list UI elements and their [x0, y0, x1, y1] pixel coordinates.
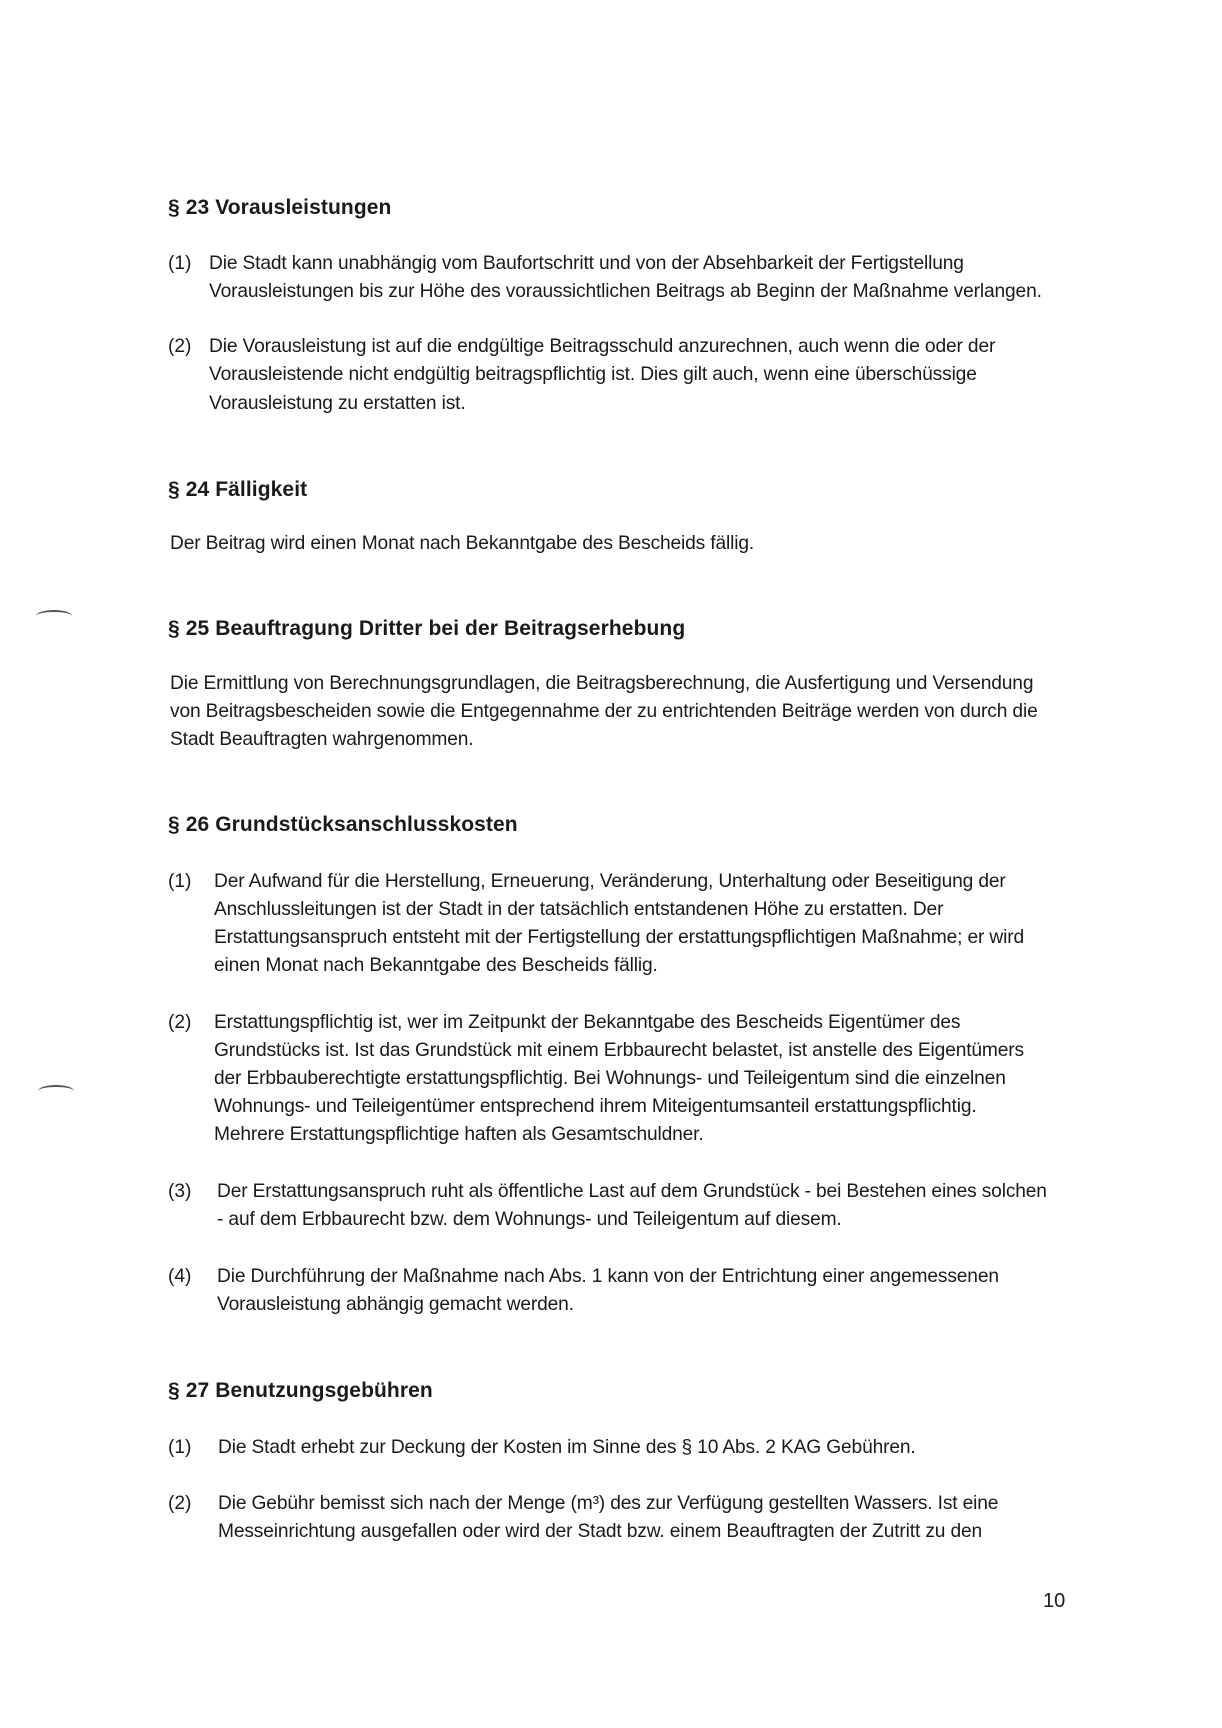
section-heading-24: § 24 Fälligkeit — [168, 478, 308, 501]
paragraph-line: Die Stadt kann unabhängig vom Baufortschritt und von der Absehbarkeit der Fertigstellung — [209, 253, 964, 274]
paragraph-number: (3) — [168, 1181, 192, 1202]
paragraph-number: (1) — [168, 253, 192, 274]
paragraph-line: Grundstücks ist. Ist das Grundstück mit einem Erbbaurecht belastet, ist anstelle des Eigentümers — [214, 1040, 1024, 1061]
paragraph-line: Die Stadt erhebt zur Deckung der Kosten im Sinne des § 10 Abs. 2 KAG Gebühren. — [218, 1437, 916, 1458]
paragraph-line: Vorausleistung abhängig gemacht werden. — [217, 1294, 574, 1315]
section-heading-26: § 26 Grundstücksanschlusskosten — [168, 813, 518, 836]
paragraph-line: Vorausleistende nicht endgültig beitragspflichtig ist. Dies gilt auch, wenn eine überschüssige — [209, 364, 977, 385]
section-heading-27: § 27 Benutzungsgebühren — [168, 1379, 433, 1402]
paragraph-line: Die Vorausleistung ist auf die endgültige Beitragsschuld anzurechnen, auch wenn die oder der — [209, 336, 996, 357]
paragraph-number: (2) — [168, 336, 192, 357]
scan-mark — [38, 1085, 74, 1097]
page-number: 10 — [1043, 1590, 1066, 1612]
paragraph-line: Die Gebühr bemisst sich nach der Menge (m³) des zur Verfügung gestellten Wassers. Ist eine — [218, 1493, 999, 1514]
paragraph-number: (4) — [168, 1266, 192, 1287]
paragraph-number: (2) — [168, 1493, 192, 1514]
paragraph-line: einen Monat nach Bekanntgabe des Bescheids fällig. — [214, 955, 658, 976]
section-heading-23: § 23 Vorausleistungen — [168, 196, 392, 219]
paragraph-line: Messeinrichtung ausgefallen oder wird der Stadt bzw. einem Beauftragten der Zutritt zu den — [218, 1521, 983, 1542]
paragraph-line: - auf dem Erbbaurecht bzw. dem Wohnungs- und Teileigentum auf diesem. — [217, 1209, 842, 1230]
paragraph-line: Wohnungs- und Teileigentümer entsprechend ihrem Miteigentumsanteil erstattungspflichtig. — [214, 1096, 977, 1117]
paragraph-line: Die Durchführung der Maßnahme nach Abs. 1 kann von der Entrichtung einer angemessenen — [217, 1266, 999, 1287]
paragraph-line: von Beitragsbescheiden sowie die Entgegennahme der zu entrichtenden Beiträge werden von durch die — [170, 701, 1038, 722]
paragraph-line: Erstattungspflichtig ist, wer im Zeitpunkt der Bekanntgabe des Bescheids Eigentümer des — [214, 1012, 961, 1033]
paragraph-line: Erstattungsanspruch entsteht mit der Fertigstellung der erstattungspflichtigen Maßnahme; er wird — [214, 927, 1024, 948]
paragraph-line: der Erbbauberechtigte erstattungspflichtig. Bei Wohnungs- und Teileigentum sind die einzelnen — [214, 1068, 1006, 1089]
section-heading-25: § 25 Beauftragung Dritter bei der Beitragserhebung — [168, 617, 686, 640]
paragraph-line: Anschlussleitungen ist der Stadt in der tatsächlich entstandenen Höhe zu erstatten. Der — [214, 899, 944, 920]
paragraph-number: (1) — [168, 871, 192, 892]
paragraph-line: Vorausleistung zu erstatten ist. — [209, 393, 466, 414]
paragraph-number: (1) — [168, 1437, 192, 1458]
paragraph-line: Mehrere Erstattungspflichtige haften als Gesamtschuldner. — [214, 1124, 704, 1145]
paragraph-line: Der Beitrag wird einen Monat nach Bekanntgabe des Bescheids fällig. — [170, 533, 755, 554]
scan-mark — [36, 610, 72, 622]
paragraph-line: Der Aufwand für die Herstellung, Erneuerung, Veränderung, Unterhaltung oder Beseitigung der — [214, 871, 1006, 892]
paragraph-line: Stadt Beauftragten wahrgenommen. — [170, 729, 474, 750]
paragraph-line: Der Erstattungsanspruch ruht als öffentliche Last auf dem Grundstück - bei Bestehen eines solchen — [217, 1181, 1047, 1202]
paragraph-number: (2) — [168, 1012, 192, 1033]
paragraph-line: Die Ermittlung von Berechnungsgrundlagen, die Beitragsberechnung, die Ausfertigung und Versendung — [170, 673, 1034, 694]
paragraph-line: Vorausleistungen bis zur Höhe des voraussichtlichen Beitrags ab Beginn der Maßnahme verlangen. — [209, 281, 1042, 302]
